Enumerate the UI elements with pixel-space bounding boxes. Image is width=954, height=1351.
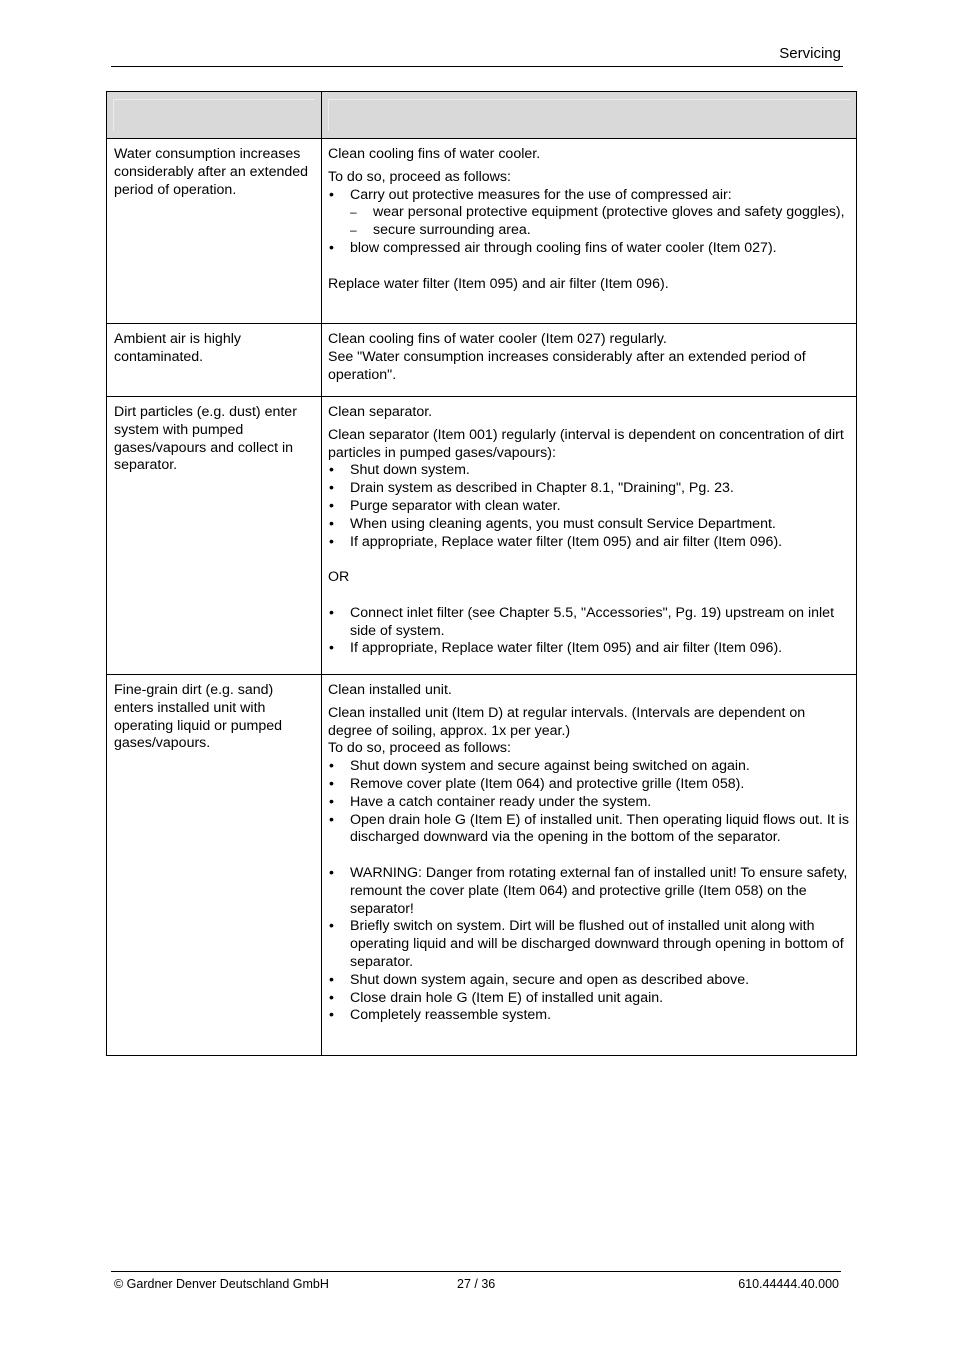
header-divider xyxy=(111,66,843,67)
cause-cell: Ambient air is highly contaminated. xyxy=(107,324,322,397)
table-header-cell-remedy xyxy=(322,92,857,139)
list-item: • If appropriate, Replace water filter (Item 095) and air filter (Item 096). xyxy=(328,640,850,658)
list-item: • Remove cover plate (Item 064) and protective grille (Item 058). xyxy=(328,776,850,794)
list-item: • Shut down system and secure against being switched on again. xyxy=(328,758,850,776)
remedy-cell xyxy=(322,675,857,1056)
remedy-intro: Clean separator (Item 001) regularly (interval is dependent on concentration of dirt particles in pumped gases/vapours): xyxy=(328,426,844,461)
remedy-list xyxy=(328,187,850,258)
footer-copyright: © Gardner Denver Deutschland GmbH xyxy=(114,1277,329,1291)
list-item: • Purge separator with clean water. xyxy=(328,498,850,516)
footer-page-number: 27 / 36 xyxy=(457,1277,496,1291)
remedy-intro: Clean installed unit (Item D) at regular intervals. (Intervals are dependent on degree of soiling, approx. 1x per year.) xyxy=(328,704,806,739)
remedy-list xyxy=(328,462,850,551)
remedy-closing: Replace water filter (Item 095) and air filter (Item 096). xyxy=(328,275,669,292)
list-item: • Shut down system again, secure and open as described above. xyxy=(328,972,850,990)
remedy-cell xyxy=(322,397,857,675)
table-row xyxy=(107,324,857,397)
remedy-title: Clean cooling fins of water cooler. xyxy=(328,146,541,162)
troubleshooting-table xyxy=(106,91,857,1056)
sub-list-item: – secure surrounding area. xyxy=(350,222,850,240)
remedy-intro: To do so, proceed as follows: xyxy=(328,168,511,185)
list-item: • Open drain hole G (Item E) of installed unit. Then operating liquid flows out. It is discharged downward via the opening in the bottom of the separator. xyxy=(328,812,850,848)
table-header-cell-cause xyxy=(107,92,322,139)
cause-cell: Dirt particles (e.g. dust) enter system with pumped gases/vapours and collect in separator. xyxy=(107,397,322,675)
footer-divider xyxy=(111,1271,841,1272)
table-header-row xyxy=(107,92,857,139)
table-row xyxy=(107,675,857,1056)
remedy-list xyxy=(328,865,850,1025)
list-item: • Completely reassemble system. xyxy=(328,1007,850,1025)
cause-cell: Water consumption increases considerably after an extended period of operation. xyxy=(107,139,322,324)
list-item: • If appropriate, Replace water filter (Item 095) and air filter (Item 096). xyxy=(328,534,850,552)
list-item: • Carry out protective measures for the use of compressed air: – wear personal protective equipment (protective gloves and safety goggles), – secure surrounding area. xyxy=(328,187,850,240)
table-row xyxy=(107,397,857,675)
remedy-line: Clean cooling fins of water cooler (Item 027) regularly. xyxy=(328,331,667,347)
list-item: • Shut down system. xyxy=(328,462,850,480)
remedy-title: Clean installed unit. xyxy=(328,682,452,698)
remedy-cell xyxy=(322,139,857,324)
remedy-or: OR xyxy=(328,569,350,586)
list-item: • WARNING: Danger from rotating external fan of installed unit! To ensure safety, remount the cover plate (Item 064) and protective grille (Item 058) on the separator! xyxy=(328,865,850,918)
list-item: • Have a catch container ready under the system. xyxy=(328,794,850,812)
remedy-intro: To do so, proceed as follows: xyxy=(328,740,511,757)
list-item: • Drain system as described in Chapter 8.1, "Draining", Pg. 23. xyxy=(328,480,850,498)
remedy-list xyxy=(328,758,850,847)
remedy-list xyxy=(328,605,850,658)
remedy-title: Clean separator. xyxy=(328,404,433,420)
table-row xyxy=(107,139,857,324)
list-item: • Connect inlet filter (see Chapter 5.5, "Accessories", Pg. 19) upstream on inlet side of system. xyxy=(328,605,850,641)
list-item: • Close drain hole G (Item E) of installed unit again. xyxy=(328,990,850,1008)
footer-doc-number: 610.44444.40.000 xyxy=(738,1277,839,1291)
list-item: • Briefly switch on system. Dirt will be flushed out of installed unit along with operating liquid and will be discharged downward through opening in bottom of separator. xyxy=(328,918,850,971)
remedy-line: See "Water consumption increases considerably after an extended period of operation". xyxy=(328,348,806,383)
list-item: • blow compressed air through cooling fins of water cooler (Item 027). xyxy=(328,240,850,258)
list-item: • When using cleaning agents, you must consult Service Department. xyxy=(328,516,850,534)
remedy-cell xyxy=(322,324,857,397)
sub-list xyxy=(350,204,850,240)
cause-cell: Fine-grain dirt (e.g. sand) enters installed unit with operating liquid or pumped gases/vapours. xyxy=(107,675,322,1056)
page-header-title: Servicing xyxy=(779,45,841,62)
sub-list-item: – wear personal protective equipment (protective gloves and safety goggles), xyxy=(350,204,850,222)
